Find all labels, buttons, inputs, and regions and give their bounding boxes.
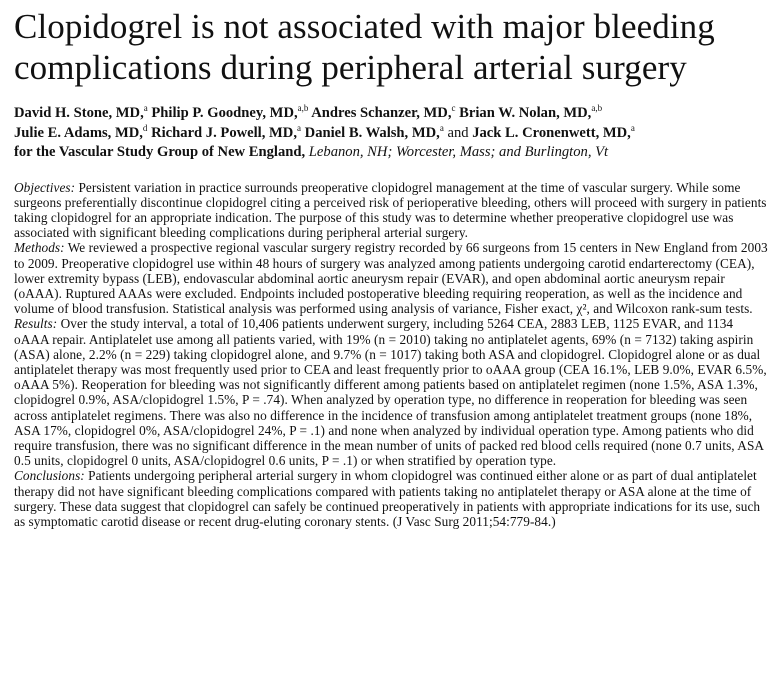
affiliation-marker: a	[143, 103, 148, 114]
affiliation-marker: a	[439, 122, 444, 133]
results-label: Results:	[14, 316, 58, 332]
conclusions-label: Conclusions:	[14, 468, 85, 484]
affiliation-marker: a,b	[297, 103, 309, 114]
author-name: David H. Stone, MD,	[14, 105, 144, 121]
affiliation-marker: a	[630, 122, 635, 133]
objectives-label: Objectives:	[14, 179, 76, 195]
author-name: Daniel B. Walsh, MD,	[304, 124, 440, 141]
methods-text: We reviewed a prospective regional vascular surgery registry recorded by 66 surgeons from 15 centers in New England from 2003 to 2009. Preoperative clopidogrel use within 48 hours of surgery was analyzed among patients undergoing carotid endarterectomy (CEA), lower extremity bypass (LEB), endovascular abdominal aortic aneurysm repair (EVAR), and open abdominal aortic aneurysm repair (oAAA). Ruptured AAAs were excluded. Endpoints included postoperative bleeding requiring reoperation, as well as the incidence and volume of blood transfusion. Statistical analysis was performed using analysis of variance, Fisher exact, χ², and Wilcoxon rank-sum tests.	[14, 240, 768, 317]
author-name: Julie E. Adams, MD,	[14, 124, 143, 141]
abstract	[14, 180, 769, 530]
journal-citation: (J Vasc Surg 2011;54:779-84.)	[392, 513, 556, 529]
author-name: Richard J. Powell, MD,	[151, 124, 297, 141]
affiliation-marker: a	[297, 122, 301, 133]
abstract-results	[14, 316, 769, 468]
affiliation-marker: d	[142, 122, 148, 133]
affiliation-marker: a,b	[591, 103, 603, 114]
affiliation-marker: c	[451, 103, 456, 114]
abstract-conclusions	[14, 468, 769, 529]
abstract-methods	[14, 240, 769, 316]
author-name: Andres Schanzer, MD,	[311, 105, 452, 121]
objectives-text: Persistent variation in practice surrounds preoperative clopidogrel management at the time of vascular surgery. While some surgeons preferentially discontinue clopidogrel citing a perceived risk of perioperative bleeding, others will proceed with surgery in patients taking clopidogrel for an appropriate indication. The purpose of this study was to determine whether preoperative clopidogrel use was associated with significant bleeding complications during peripheral arterial surgery.	[14, 179, 767, 241]
author-name: Jack L. Cronenwett, MD,	[472, 124, 631, 141]
author-conjunction: and	[447, 124, 469, 141]
author-list	[14, 104, 769, 163]
results-text: Over the study interval, a total of 10,406 patients underwent surgery, including 5264 CEA, 2883 LEB, 1125 EVAR, and 1134 oAAA repair. Antiplatelet use among all patients varied, with 19% (n = 2010) taking no antiplatelet agents, 69% (n = 7132) taking aspirin (ASA) alone, 2.2% (n = 229) taking clopidogrel alone, and 9.7% (n = 1017) taking both ASA and clopidogrel. Clopidogrel alone or as dual antiplatelet therapy was most frequently used prior to CEA and least frequently prior to oAAA group (CEA 16.1%, LEB 9.0%, EVAR 6.5%, oAAA 5%). Reoperation for bleeding was not significantly different among patients based on antiplatelet regimen (none 1.5%, ASA 1.3%, clopidogrel 0.9%, ASA/clopidogrel 1.5%, P = .74). When analyzed by operation type, no difference in reoperation for bleeding was seen across antiplatelet regimens. There was also no difference in the incidence of transfusion among antiplatelet treatment groups (none 18%, ASA 17%, clopidogrel 0%, ASA/clopidogrel 24%, P = .1) and none when analyzed by individual operation type. Among patients who did require transfusion, there was no significant difference in the mean number of units of packed red blood cells required (none 0.7 units, ASA 0.5 units, clopidogrel 0 units, ASA/clopidogrel 0.6 units, P = .1) or when stratified by operation type.	[14, 316, 767, 469]
abstract-objectives	[14, 180, 769, 241]
title-line-2: complications during peripheral arterial surgery	[14, 48, 687, 87]
author-name: Philip P. Goodney, MD,	[151, 105, 298, 121]
article-title	[14, 6, 769, 88]
author-name: Brian W. Nolan, MD,	[459, 105, 592, 121]
study-group: for the Vascular Study Group of New England,	[14, 144, 306, 160]
methods-label: Methods:	[14, 240, 65, 256]
conclusions-text: Patients undergoing peripheral arterial surgery in whom clopidogrel was continued either alone or as part of dual antiplatelet therapy did not have significant bleeding complications compared with patients taking no antiplatelet therapy or ASA alone at the time of surgery. These data suggest that clopidogrel can safely be continued preoperatively in patients with appropriate indications for its use, such as symptomatic carotid disease or recent drug-eluting coronary stents.	[14, 468, 761, 529]
title-line-1: Clopidogrel is not associated with major bleeding	[14, 7, 715, 46]
author-locations: Lebanon, NH; Worcester, Mass; and Burlington, Vt	[308, 144, 609, 160]
